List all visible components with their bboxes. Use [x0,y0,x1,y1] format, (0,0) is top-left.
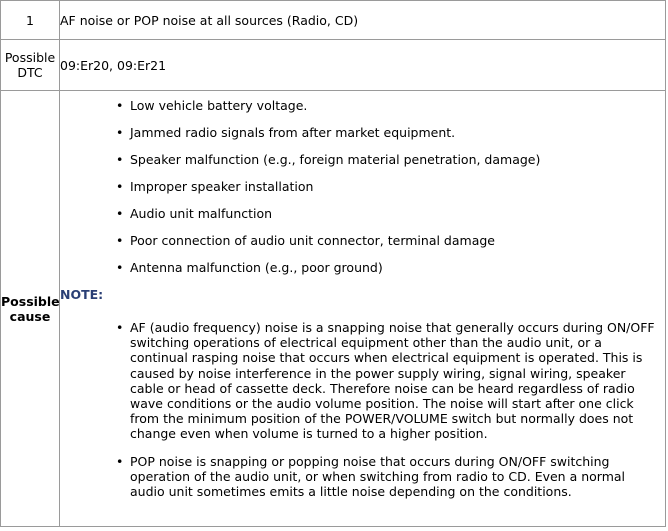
list-item: • Poor connection of audio unit connector, terminal damage [130,233,665,248]
symptom-text: AF noise or POP noise at all sources (Radio, CD) [60,1,666,40]
dtc-row [1,40,666,91]
list-item: • POP noise is snapping or popping noise that occurs during ON/OFF switching operation of the audio unit, or when switching from radio to CD. Even a normal audio unit sometimes emits a little noise depending on the conditions. [130,454,665,500]
cause-content [60,91,666,527]
dtc-value: 09:Er20, 09:Er21 [60,40,666,91]
list-item: • Low vehicle battery voltage. [130,98,665,113]
symptom-number: 1 [1,1,60,40]
note-label: NOTE: [60,287,104,302]
note-list [60,320,665,499]
symptom-row [1,1,666,40]
list-item: • Audio unit malfunction [130,206,665,221]
cause-label: Possible cause [1,91,60,527]
cause-list [60,98,665,275]
list-item: • Speaker malfunction (e.g., foreign material penetration, damage) [130,152,665,167]
list-item: • Improper speaker installation [130,179,665,194]
dtc-label: Possible DTC [1,40,60,91]
list-item: • Jammed radio signals from after market equipment. [130,125,665,140]
cause-row [1,91,666,527]
list-item: • AF (audio frequency) noise is a snapping noise that generally occurs during ON/OFF switching operations of electrical equipment other than the audio unit, or a continual rasping noise that occurs when electrical equipment is operated. This is caused by noise interference in the power supply wiring, signal wiring, speaker cable or head of cassette deck. Therefore noise can be heard regardless of radio wave conditions or the audio volume position. The noise will start after one click from the minimum position of the POWER/VOLUME switch but normally does not change even when volume is turned to a higher position. [130,320,665,442]
list-item: • Antenna malfunction (e.g., poor ground) [130,260,665,275]
